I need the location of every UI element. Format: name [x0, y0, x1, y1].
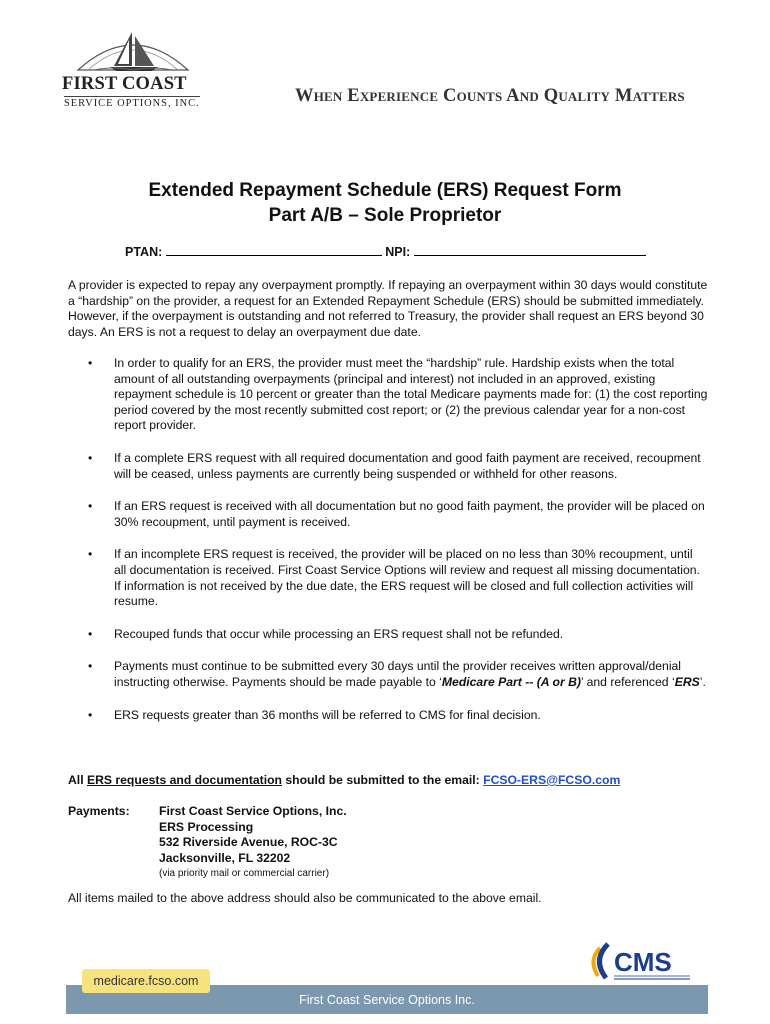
intro-paragraph: A provider is expected to repay any overpayment promptly. If repaying an overpayment within 30 days would constitute a “hardship” on the provider, a request for an Extended Repayment Schedule (ERS) should be submitted immediately. However, if the overpayment is outstanding and not referred to Treasury, the provider shall request an ERS beyond 30 days. An ERS is not a request to delay an overpayment due date. [68, 278, 708, 339]
company-logo [62, 26, 202, 109]
sailboat-icon [74, 26, 192, 74]
list-item-text: If an ERS request is received with all documentation but no good faith payment, the provider will be placed on 30% recoupment, until payment is received. [114, 499, 705, 529]
submission-email-link[interactable]: FCSO-ERS@FCSO.com [483, 773, 621, 787]
list-item: • ERS requests greater than 36 months will be referred to CMS for final decision. [88, 707, 541, 722]
list-item: • If a complete ERS request with all required documentation and good faith payment are received, recoupment will be ceased, unless payments are currently being suspended or withheld for other reasons. [88, 450, 701, 481]
form-subtitle: Part A/B – Sole Proprietor [268, 205, 502, 226]
ptan-field[interactable] [166, 243, 382, 256]
list-item-text: ERS requests greater than 36 months will be referred to CMS for final decision. [114, 707, 541, 722]
payments-address: First Coast Service Options, Inc. ERS Processing 532 Riverside Avenue, ROC-3C Jacksonville, FL 32202 (via priority mail or commercial carrier) [159, 804, 347, 882]
payments-bullet-text: Payments must continue to be submitted every 30 days until the provider receives written approval/denial instructing otherwise. Payments should be made payable to ‘Medicare Part -- (A or B)’ and referenced ‘ERS’. [114, 659, 706, 689]
list-item-text: If a complete ERS request with all required documentation and good faith payment are received, recoupment will be ceased, unless payments are currently being suspended or withheld for other reasons. [114, 450, 701, 481]
list-item: • In order to qualify for an ERS, the provider must meet the “hardship” rule. Hardship exists when the total amount of all outstanding overpayments (principal and interest) not included in an approved, existing repayment schedule is 10 percent or greater than the total Medicare payments made for: (1) the cost reporting period covered by the most recently submitted cost report; or (2) the previous calendar year for a non-cost report provider. [88, 356, 708, 433]
svg-text:CMS: CMS [614, 947, 672, 977]
payment-reference: ERS [674, 674, 700, 689]
payments-label: Payments: [68, 804, 130, 818]
list-item-text: Recouped funds that occur while processing an ERS request shall not be refunded. [114, 626, 564, 641]
list-item: • Recouped funds that occur while processing an ERS request shall not be refunded. [88, 626, 564, 641]
tagline: When Experience Counts And Quality Matters [295, 86, 685, 106]
npi-label: NPI: [385, 245, 411, 259]
identifier-fields [125, 243, 646, 259]
cms-logo [578, 938, 708, 984]
list-item: • If an incomplete ERS request is received, the provider will be placed on no less than 30% recoupment, until all documentation is received. First Coast Service Options will review and request all missing documentation. If information is not received by the due date, the ERS request will be closed and full collection activities will resume. [88, 547, 700, 609]
requirements-list [68, 356, 708, 740]
form-title: Extended Repayment Schedule (ERS) Request Form [148, 180, 622, 201]
company-subtitle: SERVICE OPTIONS, INC. [64, 98, 200, 109]
list-item-text: In order to qualify for an ERS, the provider must meet the “hardship” rule. Hardship exists when the total amount of all outstanding overpayments (principal and interest) not included in an approved, existing repayment schedule is 10 percent or greater than the total Medicare payments made for: (1) the cost reporting period covered by the most recently submitted cost report; or (2) the previous calendar year for a non-cost report provider. [114, 356, 708, 433]
ptan-label: PTAN: [125, 245, 163, 259]
mail-note: All items mailed to the above address should also be communicated to the above email. [68, 891, 542, 905]
list-item: • If an ERS request is received with all documentation but no good faith payment, the provider will be placed on 30% recoupment, until payment is received. [88, 499, 705, 529]
page-header [0, 0, 770, 110]
list-item: • Payments must continue to be submitted every 30 days until the provider receives written approval/denial instructing otherwise. Payments should be made payable to ‘Medicare Part -- (A or B)’ and referenced ‘ERS’. [88, 659, 706, 689]
footer-company: First Coast Service Options Inc. [299, 993, 475, 1007]
mail-method-note: (via priority mail or commercial carrier) [159, 868, 330, 880]
npi-field[interactable] [414, 243, 646, 256]
submission-instructions: All ERS requests and documentation should be submitted to the email: FCSO-ERS@FCSO.com [68, 773, 621, 787]
payee-name: Medicare Part -- (A or B) [441, 674, 581, 689]
website-link[interactable]: medicare.fcso.com [82, 969, 210, 993]
list-item-text: If an incomplete ERS request is received, the provider will be placed on no less than 30% recoupment, until all documentation is received. First Coast Service Options will review and request all missing documentation. If information is not received by the due date, the ERS request will be closed and full collection activities will resume. [114, 547, 700, 609]
company-name: FIRST COAST [62, 74, 187, 94]
